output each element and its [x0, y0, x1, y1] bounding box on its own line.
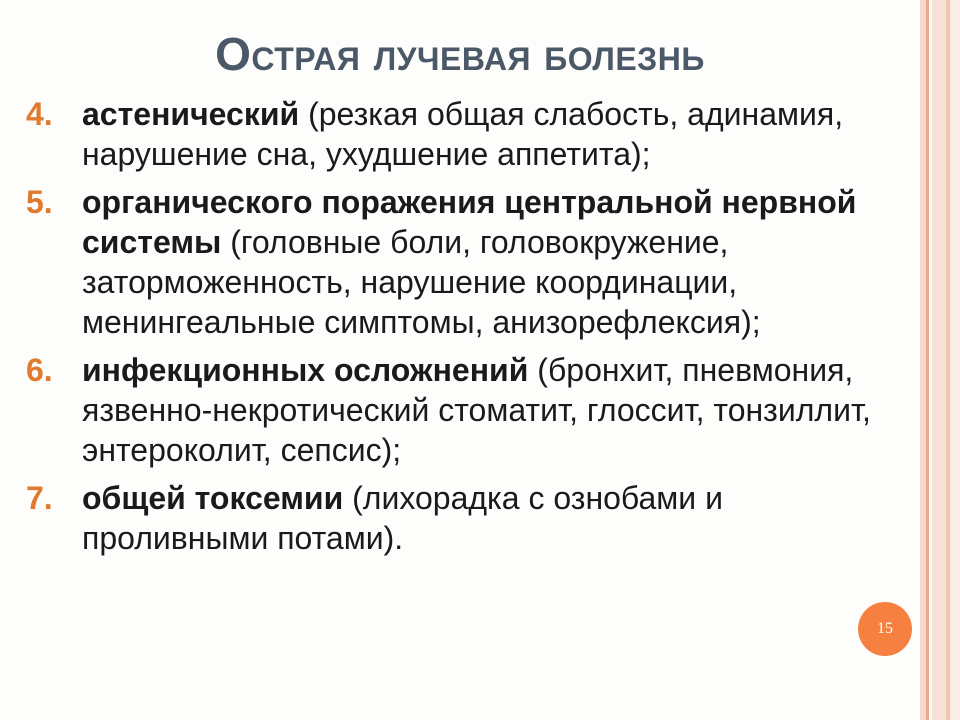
item-number: 6. [26, 352, 53, 388]
item-description: (головные боли, головокружение, заторможенность, нарушение координации, менингеальные симптомы, анизорефлексия); [82, 224, 761, 340]
decor-stripe [926, 0, 929, 720]
decor-stripe [950, 0, 960, 720]
list-item [26, 350, 906, 470]
item-number: 4. [26, 96, 53, 132]
item-number: 5. [26, 184, 53, 220]
item-number: 7. [26, 480, 53, 516]
decor-stripe [932, 0, 946, 720]
item-term: астенический [82, 96, 300, 132]
item-term: инфекционных осложнений [82, 352, 529, 388]
symptom-list [26, 94, 906, 566]
list-item [26, 478, 906, 558]
list-item [26, 94, 906, 174]
page-number-badge: 15 [858, 602, 912, 656]
item-description: (лихорадка с ознобами и проливными потами). [82, 480, 723, 556]
item-term: общей токсемии [82, 480, 344, 516]
slide-title: Острая лучевая болезнь [215, 28, 705, 80]
list-item [26, 182, 906, 342]
item-term: органического поражения центральной нервной системы [82, 184, 857, 260]
item-description: (бронхит, пневмония, язвенно-некротический стоматит, глоссит, тонзиллит, энтероколит, сепсис); [82, 352, 871, 468]
item-description: (резкая общая слабость, адинамия, нарушение сна, ухудшение аппетита); [82, 96, 844, 172]
